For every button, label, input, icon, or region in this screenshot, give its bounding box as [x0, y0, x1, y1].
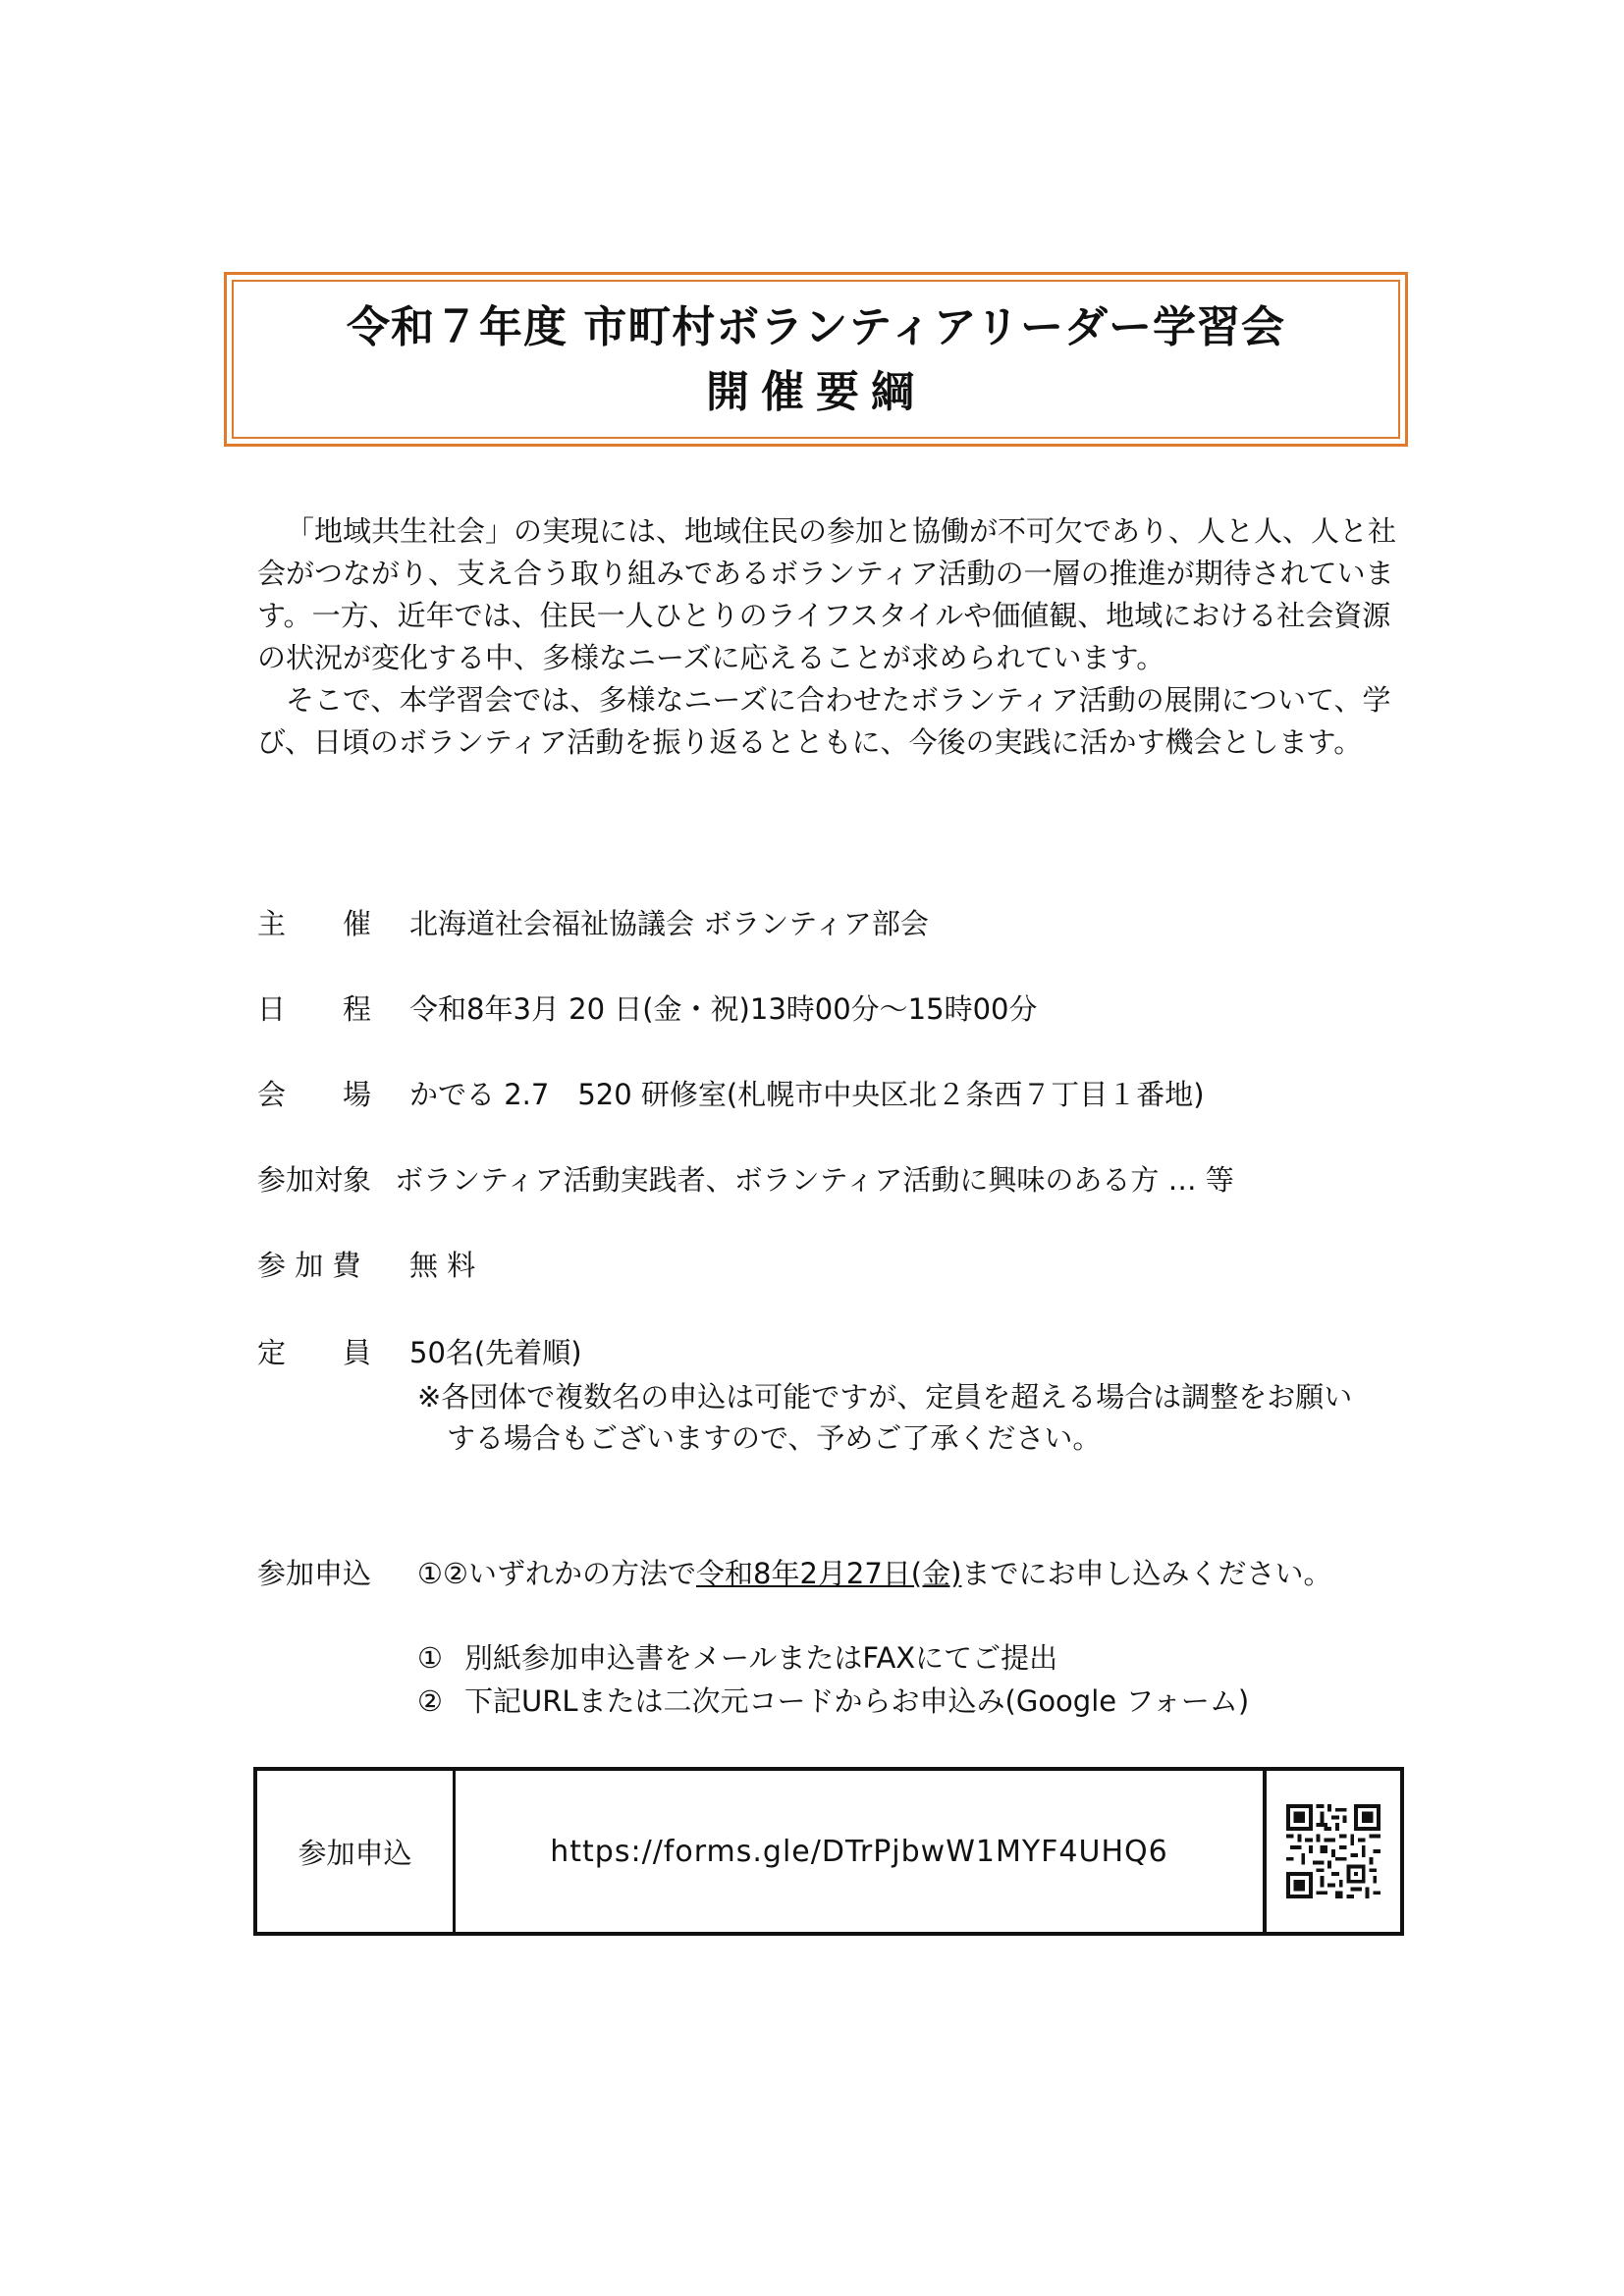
application-method-2 [417, 1681, 1249, 1722]
schedule-value: 令和8年3月 20 日(金・祝)13時00分～15時00分 [409, 992, 1038, 1026]
target-label: 参加対象 [257, 1163, 372, 1197]
target-value: ボランティア活動実践者、ボランティア活動に興味のある方 … 等 [395, 1163, 1234, 1197]
application-method-1 [417, 1637, 1057, 1679]
capacity-note-line-1: ※各団体で複数名の申込は可能ですが、定員を超える場合は調整をお願い [417, 1380, 1353, 1414]
document-title: 令和７年度 市町村ボランティアリーダー学習会 [346, 302, 1286, 352]
application-url-link[interactable]: https://forms.gle/DTrPjbwW1MYF4UHQ6 [456, 1771, 1267, 1932]
schedule-label: 日 程 [257, 992, 372, 1026]
application-table [253, 1767, 1404, 1936]
capacity-note-line-2: する場合もございますので、予めご了承ください。 [447, 1421, 1102, 1455]
document-subtitle: 開催要綱 [706, 367, 926, 417]
method-text: 別紙参加申込書をメールまたはFAXにてご提出 [464, 1641, 1058, 1675]
method-number: ② [417, 1684, 443, 1718]
qr-code-icon[interactable] [1286, 1804, 1380, 1898]
application-table-label: 参加申込 [257, 1771, 456, 1932]
qr-code-cell [1267, 1771, 1400, 1932]
application-deadline: 令和8年2月27日(金) [696, 1557, 962, 1590]
capacity-note [417, 1376, 1399, 1459]
capacity-label: 定 員 [257, 1336, 372, 1369]
fee-label: 参 加 費 [257, 1249, 361, 1282]
application-instructions [417, 1553, 1331, 1594]
intro-text [257, 510, 1416, 764]
application-label: 参加申込 [257, 1557, 372, 1590]
application-text-after: までにお申し込みください。 [961, 1557, 1332, 1590]
intro-paragraph-2: そこで、本学習会では、多様なニーズに合わせたボランティア活動の展開について、学び、日頃のボランティア活動を振り返るとともに、今後の実践に活かす機会とします。 [257, 683, 1391, 759]
title-box [224, 272, 1408, 447]
organizer-value: 北海道社会福祉協議会 ボランティア部会 [409, 907, 929, 940]
application-text-before: ①②いずれかの方法で [417, 1557, 696, 1590]
method-number: ① [417, 1641, 443, 1675]
organizer-label: 主 催 [257, 907, 372, 940]
fee-value: 無 料 [409, 1249, 476, 1282]
method-text: 下記URLまたは二次元コードからお申込み(Google フォーム) [464, 1684, 1250, 1718]
capacity-value: 50名(先着順) [409, 1336, 582, 1369]
intro-paragraph-1: 「地域共生社会」の実現には、地域住民の参加と協働が不可欠であり、人と人、人と社会がつながり、支え合う取り組みであるボランティア活動の一層の推進が期待されています。一方、近年では、住民一人ひとりのライフスタイルや価値観、地域における社会資源の状況が変化する中、多様なニーズに応えることが求められています。 [257, 514, 1397, 674]
venue-label: 会 場 [257, 1078, 372, 1111]
venue-value: かでる 2.7 520 研修室(札幌市中央区北２条西７丁目１番地) [409, 1078, 1205, 1111]
